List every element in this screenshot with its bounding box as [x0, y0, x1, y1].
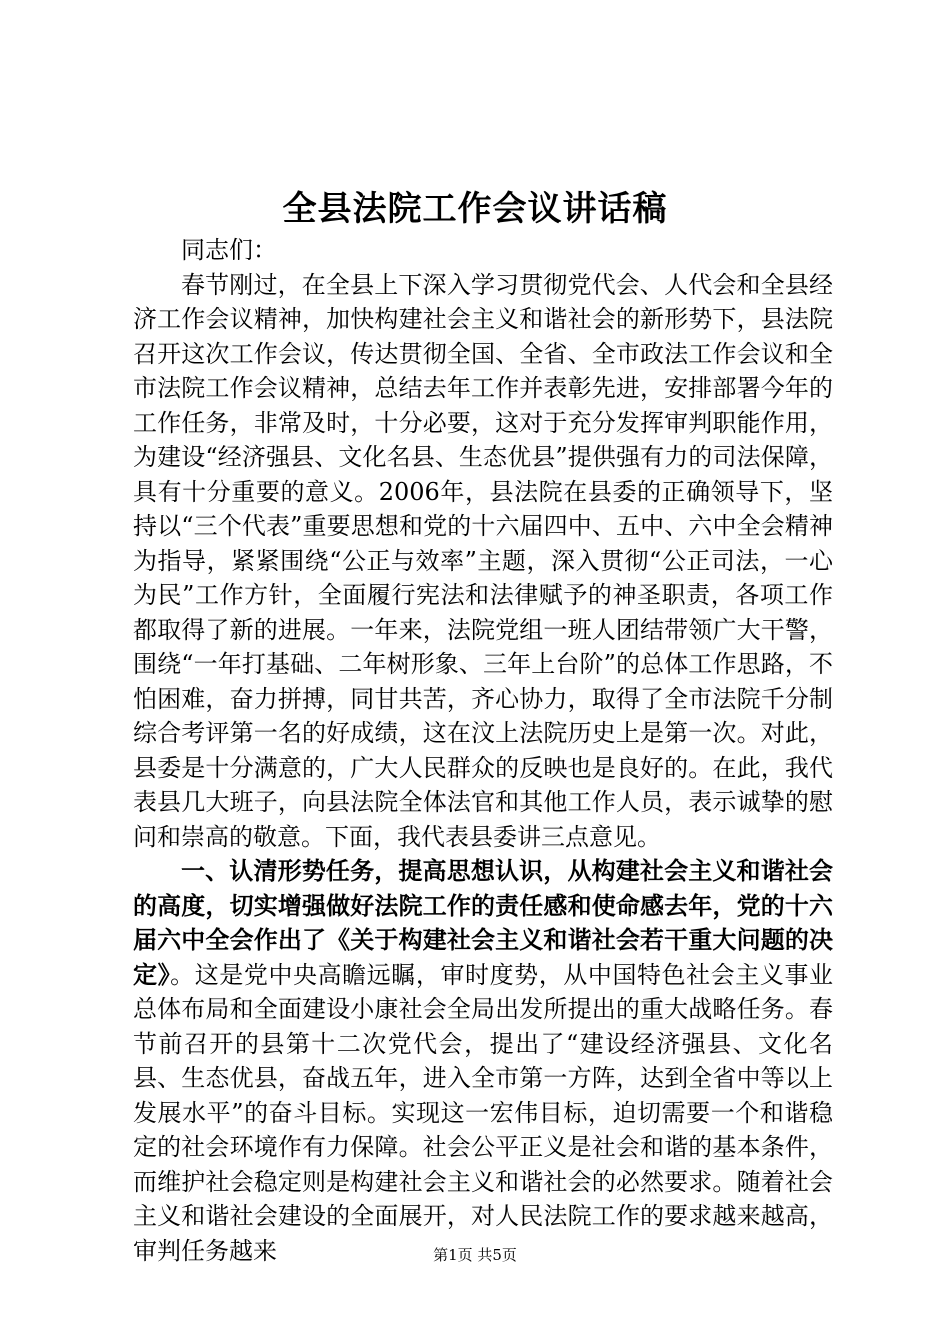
- document-title: 全县法院工作会议讲话稿: [282, 189, 668, 229]
- page-footer: 第1页 共5页: [433, 1246, 517, 1264]
- section-one-text: 。这是党中央高瞻远瞩，审时度势，从中国特色社会主义事业总体布局和全面建设小康社会全局出发所提出的重大战略任务。春节前召开的县第十二次党代会，提出了“建设经济强县、文化名县、生态优县，奋战五年，进入全市第一方阵，达到全省中等以上发展水平”的奋斗目标。实现这一宏伟目标，迫切需要一个和谐稳定的社会环境作有力保障。社会公平正义是社会和谐的基本条件，而维护社会稳定则是构建社会主义和谐社会的必然要求。随着社会主义和谐社会建设的全面展开，对人民法院工作的要求越来越高，审判任务越来: [133, 960, 834, 1265]
- document-body: [133, 233, 833, 1268]
- paragraph-section-one: [133, 854, 833, 1268]
- section-heading-one: 一、认清形势任务，提高思想认识，从构建社会主义和谐社会的高度，切实增强做好法院工作的责任感和使命感去年，党的十六届六中全会作出了《关于构建社会主义和谐社会若干重大问题的决定》: [133, 856, 833, 989]
- paragraph-opening: 春节刚过，在全县上下深入学习贯彻党代会、人代会和全县经济工作会议精神，加快构建社会主义和谐社会的新形势下，县法院召开这次工作会议，传达贯彻全国、全省、全市政法工作会议和全市法院工作会议精神，总结去年工作并表彰先进，安排部署今年的工作任务，非常及时，十分必要，这对于充分发挥审判职能作用，为建设“经济强县、文化名县、生态优县”提供强有力的司法保障，具有十分重要的意义。2006年，县法院在县委的正确领导下，坚持以“三个代表”重要思想和党的十六届四中、五中、六中全会精神为指导，紧紧围绕“公正与效率”主题，深入贯彻“公正司法，一心为民”工作方针，全面履行宪法和法律赋予的神圣职责，各项工作都取得了新的进展。一年来，法院党组一班人团结带领广大干警，围绕“一年打基础、二年树形象、三年上台阶”的总体工作思路，不怕困难，奋力拼搏，同甘共苦，齐心协力，取得了全市法院千分制综合考评第一名的好成绩，这在汶上法院历史上是第一次。对此，县委是十分满意的，广大人民群众的反映也是良好的。在此，我代表县几大班子，向县法院全体法官和其他工作人员，表示诚挚的慰问和崇高的敬意。下面，我代表县委讲三点意见。: [133, 270, 833, 851]
- salutation: 同志们：: [181, 236, 277, 264]
